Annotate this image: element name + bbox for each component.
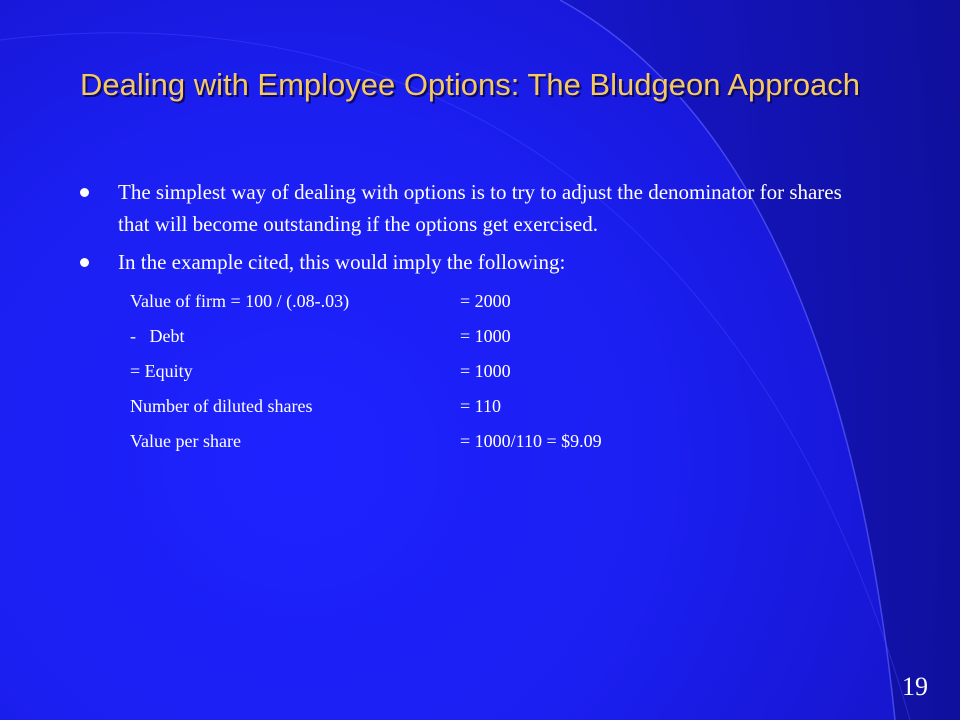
calculation-row	[130, 424, 860, 459]
calculation-label: Value per share	[130, 431, 241, 451]
bullet-dot-icon	[80, 258, 89, 267]
calculation-value: = 2000	[460, 291, 511, 311]
calculation-row	[130, 284, 860, 319]
calculation-label: = Equity	[130, 361, 193, 381]
calculation-row	[130, 319, 860, 354]
bullet-text: The simplest way of dealing with options is to try to adjust the denominator for shares that will become outstanding if the options get exercised.	[118, 180, 842, 236]
calculation-value: = 1000	[460, 361, 511, 381]
bullet-item	[80, 246, 860, 278]
slide-title: Dealing with Employee Options: The Bludgeon Approach	[79, 67, 861, 102]
calculation-label: - Debt	[130, 326, 185, 346]
calculation-value: = 1000/110 = $9.09	[460, 431, 602, 451]
calculation-row	[130, 354, 860, 389]
calculation-label: Value of firm = 100 / (.08-.03)	[130, 291, 350, 311]
bullet-dot-icon	[80, 188, 89, 197]
calculation-value: = 110	[460, 396, 501, 416]
page-number: 19	[902, 672, 928, 701]
slide-body	[80, 176, 860, 459]
calculation-row	[130, 389, 860, 424]
bullet-text: In the example cited, this would imply the following:	[118, 250, 566, 274]
bullet-item	[80, 176, 860, 240]
calculation-table	[80, 284, 860, 459]
calculation-value: = 1000	[460, 326, 511, 346]
calculation-label: Number of diluted shares	[130, 396, 313, 416]
